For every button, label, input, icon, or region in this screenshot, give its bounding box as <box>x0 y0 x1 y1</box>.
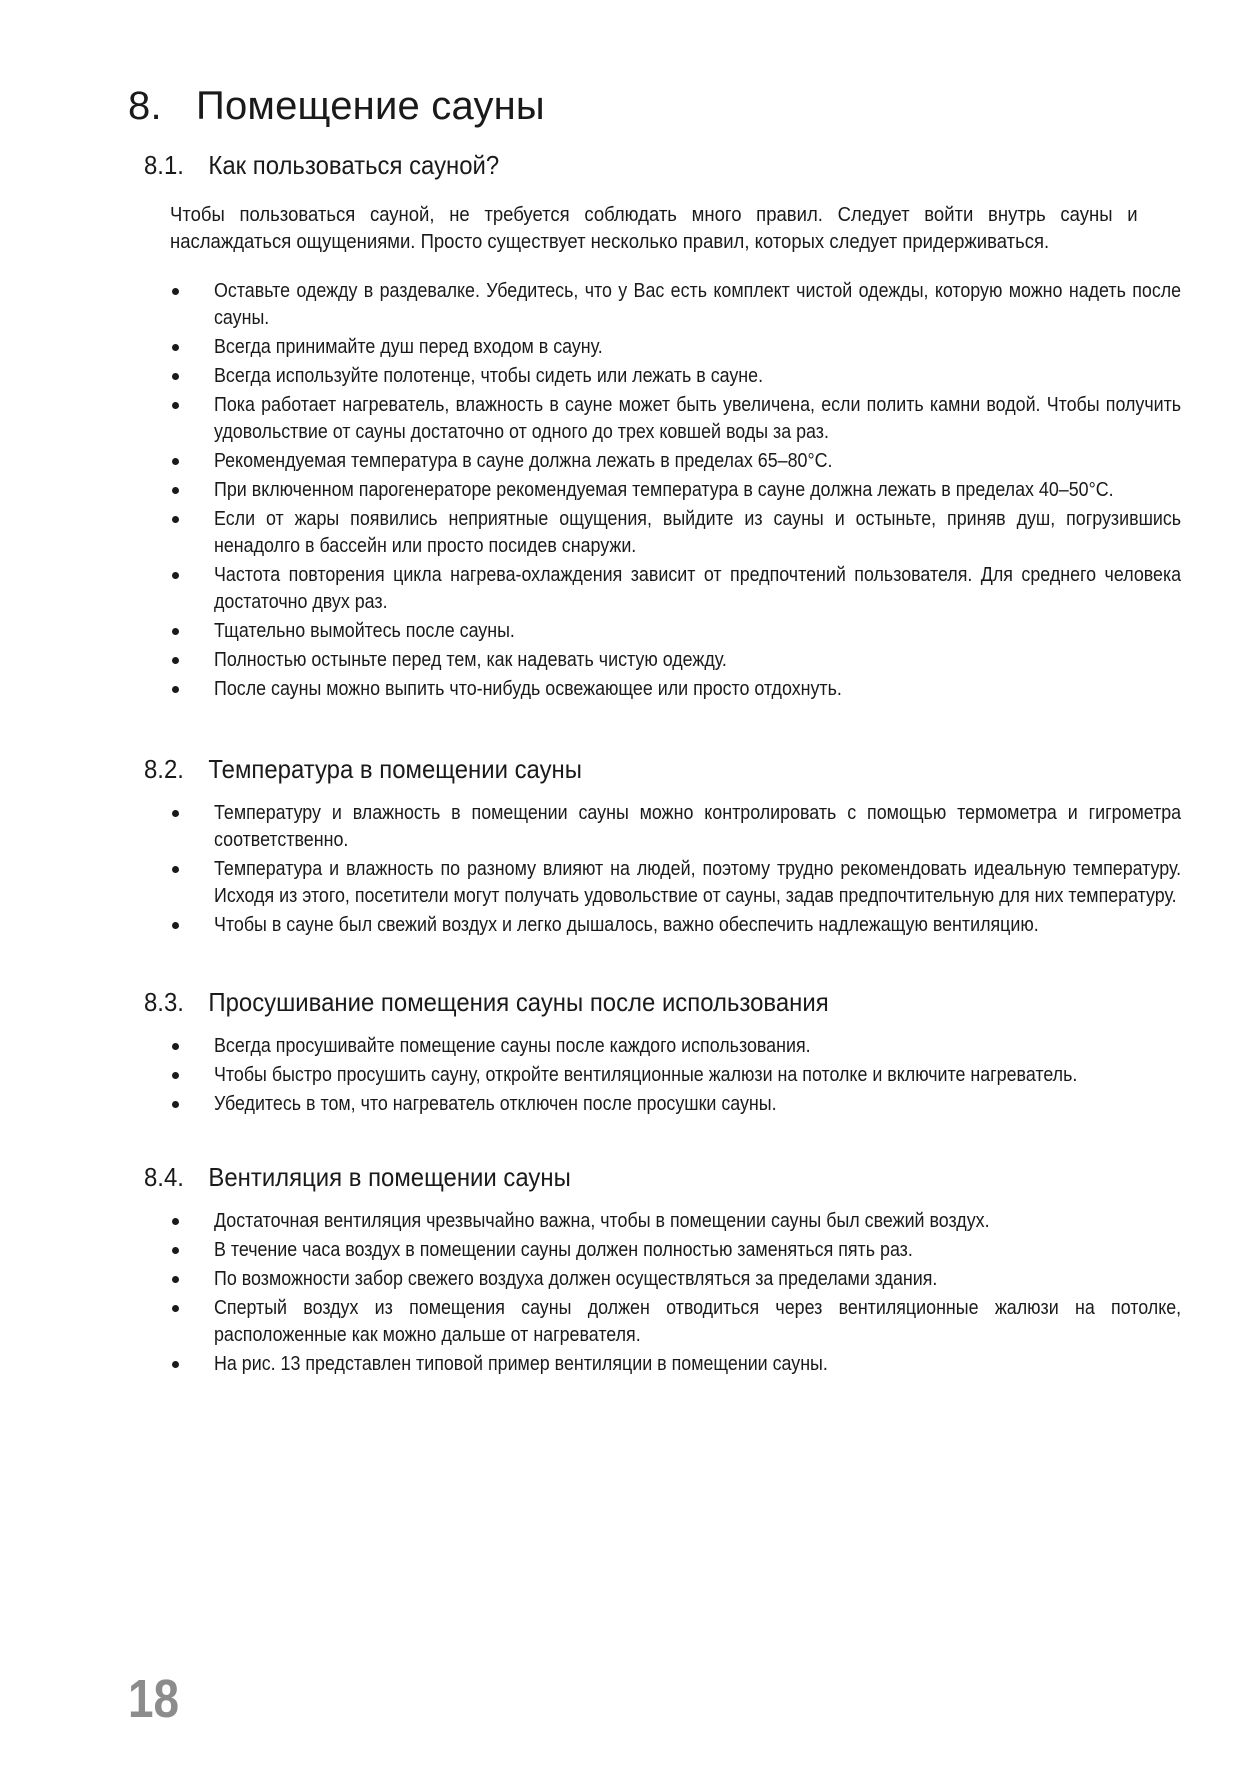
bullet-icon <box>172 1276 179 1283</box>
list-item: Температура и влажность по разному влияют на людей, поэтому трудно рекомендовать идеальную температуру. Исходя из этого, посетители могут получать удовольствие от сауны, задав предпочтительную для них температуру. <box>170 856 1138 910</box>
section-8-3-list <box>170 1033 1138 1120</box>
bullet-icon <box>172 866 179 873</box>
list-item: Частота повторения цикла нагрева-охлаждения зависит от предпочтений пользователя. Для среднего человека достаточно двух раз. <box>170 562 1138 616</box>
list-item: Оставьте одежду в раздевалке. Убедитесь, что у Вас есть комплект чистой одежды, которую можно надеть после сауны. <box>170 278 1138 332</box>
list-item: Убедитесь в том, что нагреватель отключен после просушки сауны. <box>170 1091 1138 1118</box>
bullet-icon <box>172 1361 179 1368</box>
list-item: Всегда принимайте душ перед входом в сауну. <box>170 334 1138 361</box>
section-title: Вентиляция в помещении сауны <box>208 1162 571 1192</box>
list-item: Температуру и влажность в помещении сауны можно контролировать с помощью термометра и гигрометра соответственно. <box>170 800 1138 854</box>
section-number: 8.4. <box>144 1162 184 1192</box>
bullet-icon <box>172 516 179 523</box>
section-8-1-list <box>170 278 1182 705</box>
bullet-icon <box>172 628 179 635</box>
chapter-heading <box>128 84 545 129</box>
list-item: В течение часа воздух в помещении сауны должен полностью заменяться пять раз. <box>170 1237 1138 1264</box>
section-number: 8.3. <box>144 987 184 1017</box>
bullet-icon <box>172 1072 179 1079</box>
list-item: На рис. 13 представлен типовой пример вентиляции в помещении сауны. <box>170 1351 1138 1378</box>
bullet-icon <box>172 1101 179 1108</box>
bullet-icon <box>172 572 179 579</box>
list-item: Полностью остыньте перед тем, как надевать чистую одежду. <box>170 647 1138 674</box>
list-item: Всегда используйте полотенце, чтобы сидеть или лежать в сауне. <box>170 363 1138 390</box>
bullet-icon <box>172 922 179 929</box>
section-heading-8-4 <box>144 1162 571 1193</box>
bullet-icon <box>172 1218 179 1225</box>
bullet-icon <box>172 402 179 409</box>
section-title: Просушивание помещения сауны после использования <box>208 987 829 1017</box>
list-item: Чтобы быстро просушить сауну, откройте вентиляционные жалюзи на потолке и включите нагреватель. <box>170 1062 1138 1089</box>
list-item: Всегда просушивайте помещение сауны после каждого использования. <box>170 1033 1138 1060</box>
bullet-icon <box>172 344 179 351</box>
list-item: Если от жары появились неприятные ощущения, выйдите из сауны и остыньте, приняв душ, погрузившись ненадолго в бассейн или просто посидев снаружи. <box>170 506 1138 560</box>
section-8-2-list <box>170 800 1182 941</box>
list-item: Рекомендуемая температура в сауне должна лежать в пределах 65–80°C. <box>170 448 1138 475</box>
page-number: 18 <box>128 1669 180 1729</box>
section-number: 8.1. <box>144 150 184 180</box>
bullet-icon <box>172 1043 179 1050</box>
section-heading-8-1 <box>144 150 499 181</box>
list-item: Достаточная вентиляция чрезвычайно важна, чтобы в помещении сауны был свежий воздух. <box>170 1208 1138 1235</box>
chapter-title: Помещение сауны <box>196 84 545 128</box>
bullet-icon <box>172 487 179 494</box>
list-item: По возможности забор свежего воздуха должен осуществляться за пределами здания. <box>170 1266 1138 1293</box>
section-number: 8.2. <box>144 754 184 784</box>
chapter-number: 8. <box>128 84 162 128</box>
bullet-icon <box>172 373 179 380</box>
section-intro: Чтобы пользоваться сауной, не требуется соблюдать много правил. Следует войти внутрь сауны и наслаждаться ощущениями. Просто существует несколько правил, которых следует придерживаться. <box>170 204 1138 253</box>
section-title: Температура в помещении сауны <box>208 754 582 784</box>
bullet-icon <box>172 288 179 295</box>
bullet-icon <box>172 1247 179 1254</box>
bullet-icon <box>172 657 179 664</box>
section-8-4-list <box>170 1208 1182 1380</box>
list-item: Чтобы в сауне был свежий воздух и легко дышалось, важно обеспечить надлежащую вентиляцию. <box>170 912 1138 939</box>
list-item: При включенном парогенераторе рекомендуемая температура в сауне должна лежать в пределах 40–50°C. <box>170 477 1138 504</box>
list-item: Тщательно вымойтесь после сауны. <box>170 618 1138 645</box>
list-item: Пока работает нагреватель, влажность в сауне может быть увеличена, если полить камни водой. Чтобы получить удовольствие от сауны достаточно от одного до трех ковшей воды за раз. <box>170 392 1138 446</box>
section-heading-8-3 <box>144 987 829 1018</box>
section-heading-8-2 <box>144 754 582 785</box>
list-item: Спертый воздух из помещения сауны должен отводиться через вентиляционные жалюзи на потолке, расположенные как можно дальше от нагревателя. <box>170 1295 1138 1349</box>
bullet-icon <box>172 686 179 693</box>
list-item: После сауны можно выпить что-нибудь освежающее или просто отдохнуть. <box>170 676 1138 703</box>
bullet-icon <box>172 1305 179 1312</box>
section-title: Как пользоваться сауной? <box>208 150 500 180</box>
bullet-icon <box>172 810 179 817</box>
bullet-icon <box>172 458 179 465</box>
